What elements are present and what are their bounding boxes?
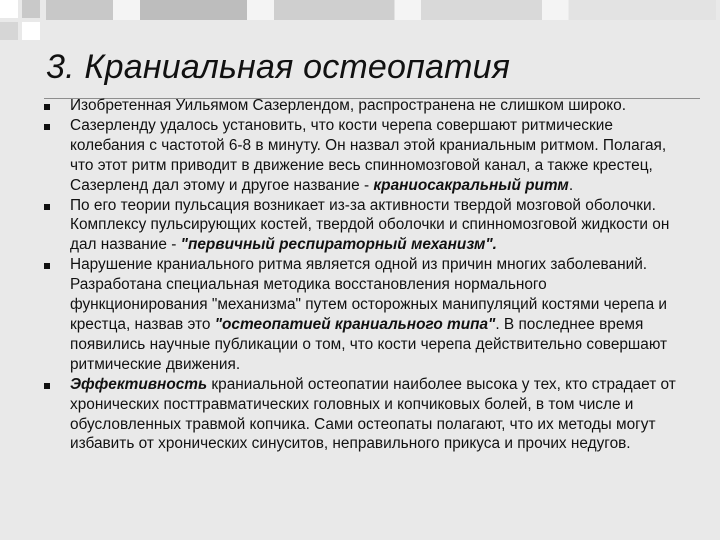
bullet-square-icon: [44, 104, 50, 110]
bullet-square-icon: [44, 124, 50, 130]
bullet-text: краниальной остеопатии наиболее высока у тех, кто страдает от хронических посттравматических головных и копчиковых болей, в том числе и обусловленных травмой копчика. Сами остеопаты полагают, что их методы могут избавить от хронических синуситов, неправильного прикуса и прочих недугов.: [70, 375, 676, 453]
deco-square: [0, 22, 18, 40]
bullet-text: Сазерленду удалось установить, что кости черепа совершают ритмические колебания с частотой 6-8 в минуту. Он назвал этой краниальным ритмом. Полагая, что этот ритм приводит в движение весь спинномозговой канал, а также крестец, Сазерленд дал этому и другое название -: [70, 116, 667, 194]
bullet-item: [38, 375, 688, 455]
bullet-item: [38, 96, 688, 116]
bullet-item: [38, 116, 688, 196]
bullet-text: Изобретенная Уильямом Сазерлендом, распространена не слишком широко.: [70, 97, 627, 114]
emphasis-text: краниосакральный ритм: [373, 176, 569, 194]
deco-square: [22, 22, 40, 40]
emphasis-text: "первичный респираторный механизм".: [180, 236, 497, 254]
bullet-square-icon: [44, 263, 50, 269]
bullet-square-icon: [44, 204, 50, 210]
bullet-square-icon: [44, 383, 50, 389]
bullet-text: .: [568, 176, 574, 194]
deco-square: [0, 0, 18, 18]
slide-title: 3. Краниальная остеопатия: [46, 48, 511, 86]
header-decoration: [0, 0, 720, 44]
bullet-text: . В последнее время появились научные публикации о том, что кости черепа действительно совершают ритмические движения.: [70, 315, 668, 373]
bullet-list: [38, 96, 688, 454]
emphasis-text: Эффективность: [70, 375, 208, 393]
bullet-text: Нарушение краниального ритма является одной из причин многих заболеваний. Разработана специальная методика восстановления нормального функционирования "механизма" путем осторожных манипуляций костями черепа и крестца, назвав это: [70, 256, 668, 333]
bullet-text: По его теории пульсация возникает из-за активности твердой мозговой оболочки. Комплексу пульсирующих костей, твердой оболочки и спинномозговой жидкости он дал название -: [70, 196, 670, 254]
deco-band: [46, 0, 716, 20]
emphasis-text: "остеопатией краниального типа": [214, 315, 496, 333]
bullet-item: [38, 196, 688, 256]
bullet-item: [38, 255, 688, 374]
deco-square: [22, 0, 40, 18]
